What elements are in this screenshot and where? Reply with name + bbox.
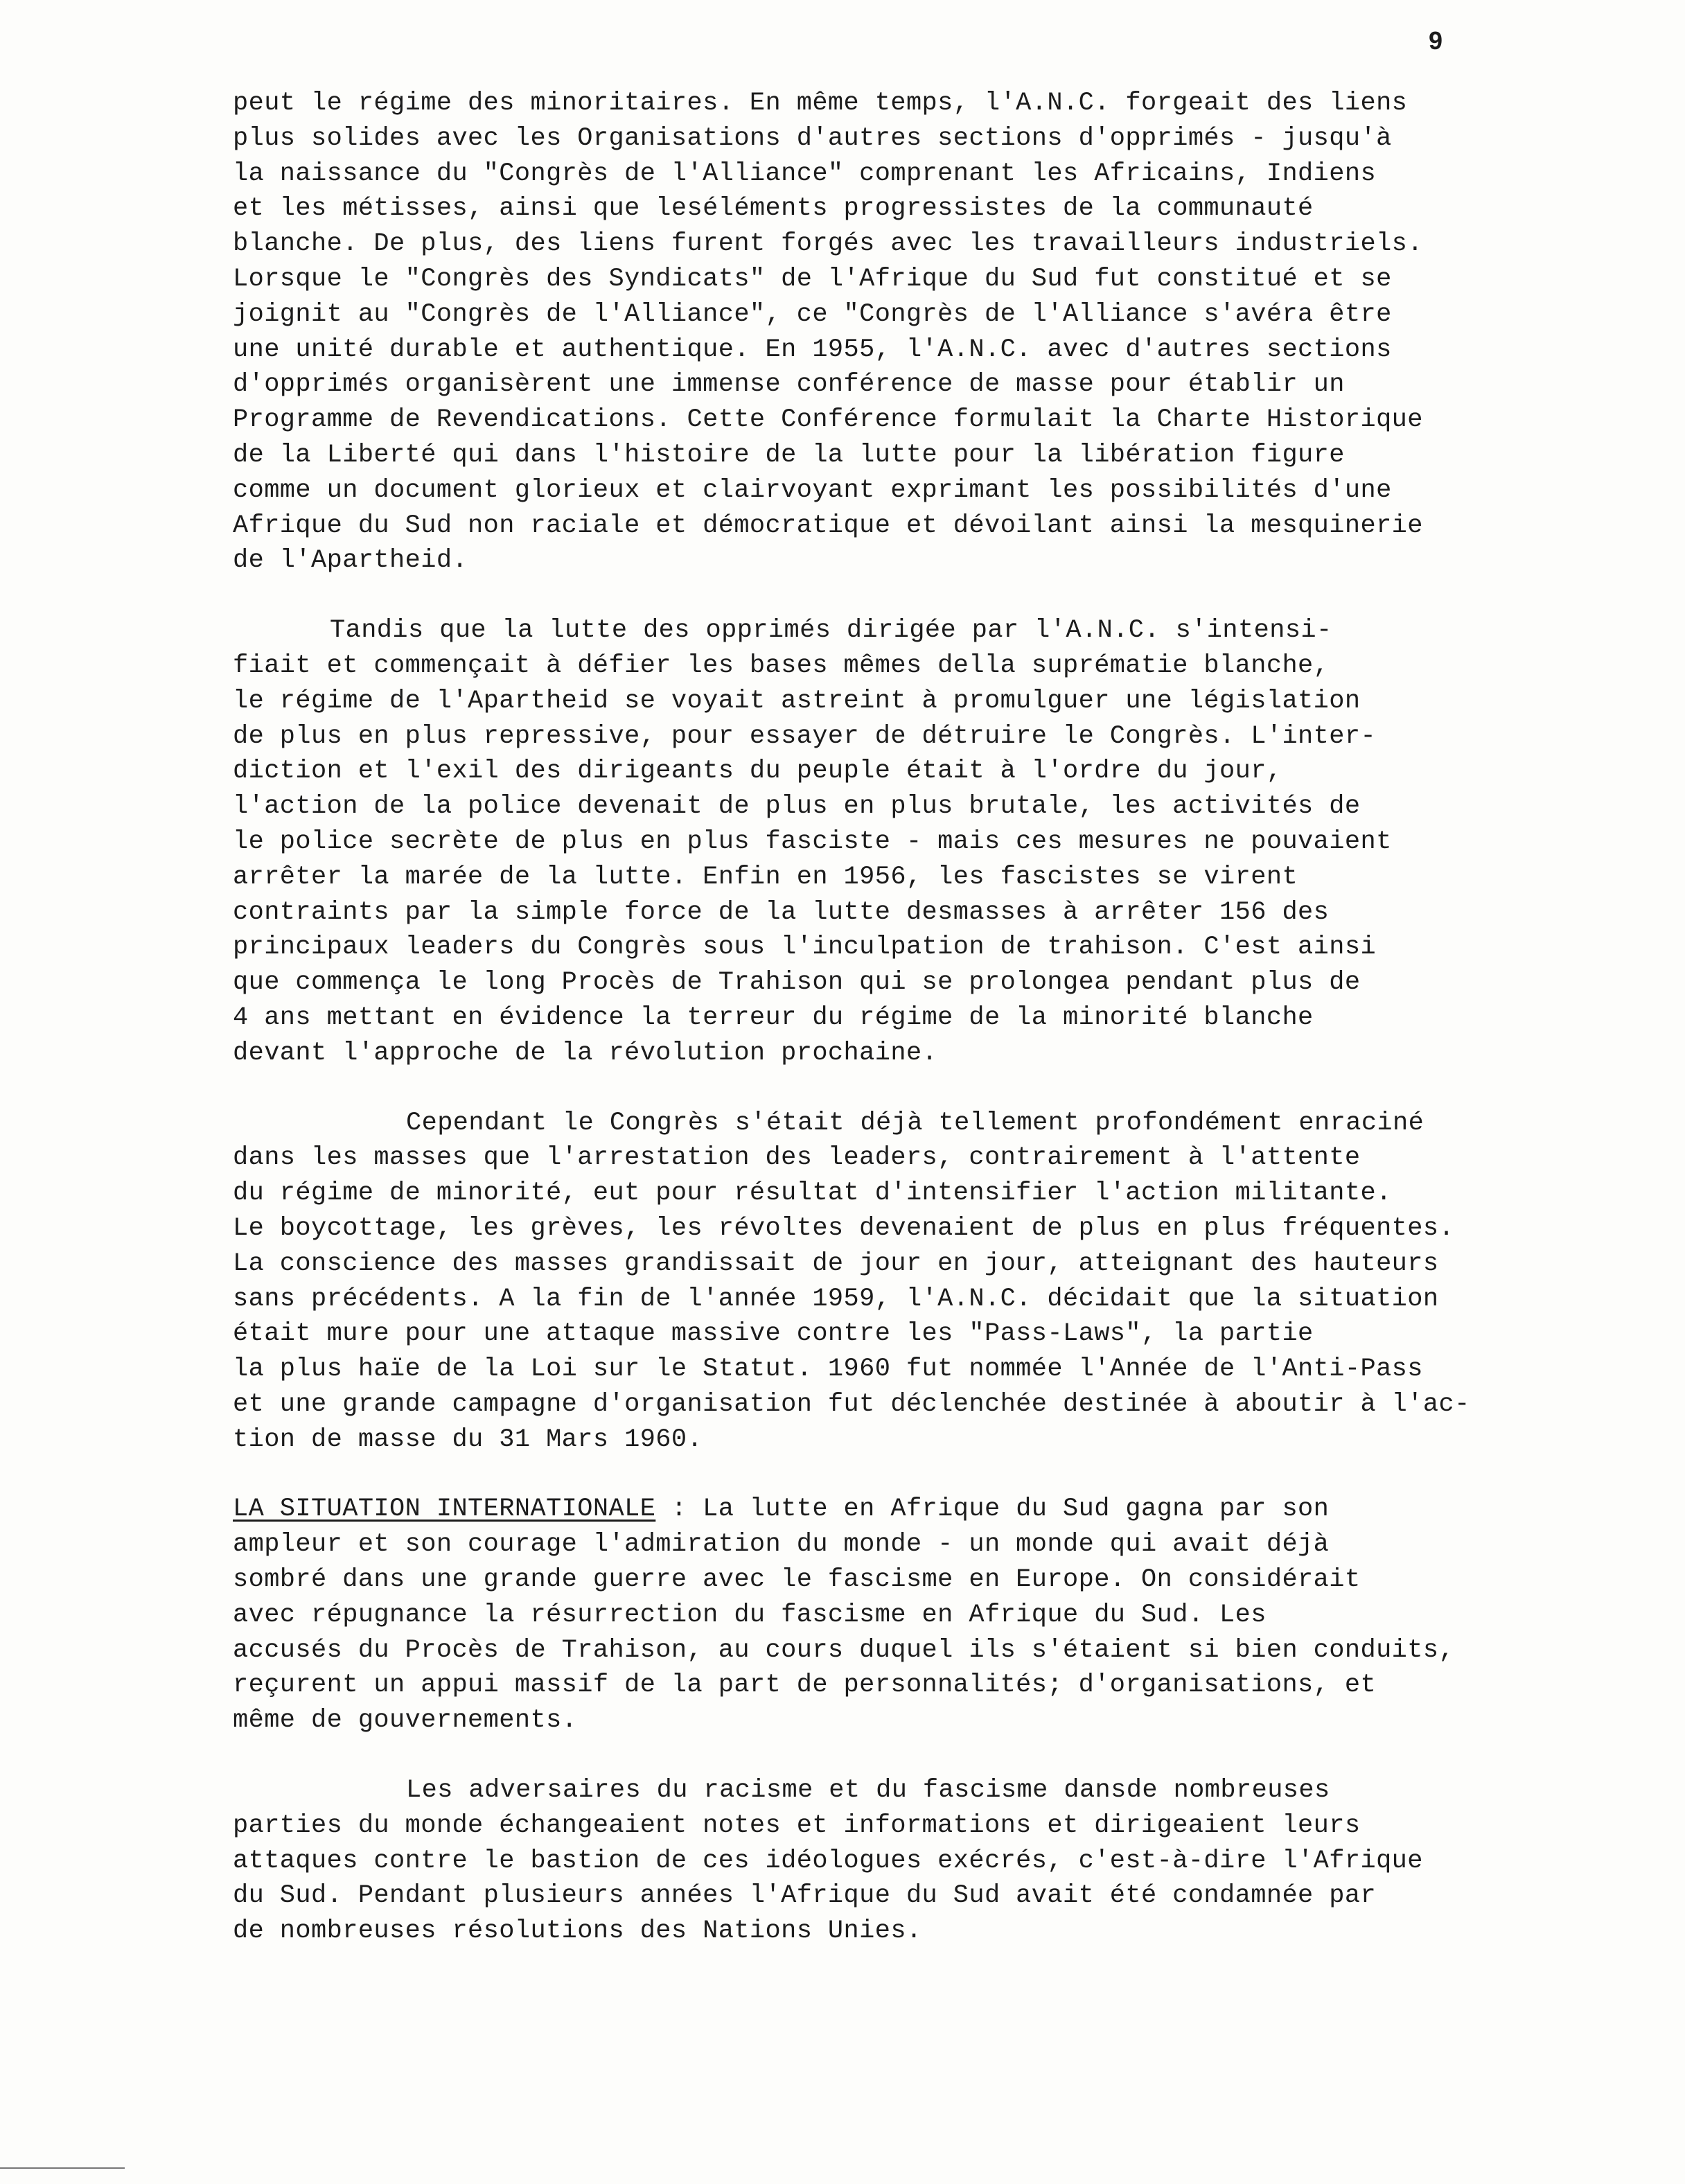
paragraph-anc-alliances <box>233 86 1618 579</box>
footer-rule <box>0 2167 125 2169</box>
text-line: : La lutte en Afrique du Sud gagna par son <box>655 1495 1330 1524</box>
text-line: une unité durable et authentique. En 1955, l'A.N.C. avec d'autres sections <box>233 335 1392 364</box>
text-line: même de gouvernements. <box>233 1706 578 1736</box>
text-line: l'action de la police devenait de plus en plus brutale, les activités de <box>233 792 1361 822</box>
text-line: et une grande campagne d'organisation fut déclenchée destinée à aboutir à l'ac- <box>233 1389 1470 1419</box>
text-line: de la Liberté qui dans l'histoire de la lutte pour la libération figure <box>233 440 1345 470</box>
text-line: diction et l'exil des dirigeants du peuple était à l'ordre du jour, <box>233 757 1282 786</box>
text-line: fiait et commençait à défier les bases mêmes della suprématie blanche, <box>233 651 1330 680</box>
text-line: Les adversaires du racisme et du fascisme dansde nombreuses <box>406 1776 1330 1806</box>
text-line: Cependant le Congrès s'était déjà tellement profondément enraciné <box>406 1108 1424 1138</box>
text-line: le police secrète de plus en plus fasciste - mais ces mesures ne pouvaient <box>233 827 1392 856</box>
text-line: sans précédents. A la fin de l'année 1959, l'A.N.C. décidait que la situation <box>233 1284 1439 1314</box>
text-line: attaques contre le bastion de ces idéologues exécrés, c'est-à-dire l'Afrique <box>233 1846 1423 1876</box>
paragraph-international <box>233 1492 1618 1738</box>
text-line: du régime de minorité, eut pour résultat d'intensifier l'action militante. <box>233 1179 1392 1208</box>
text-line: peut le régime des minoritaires. En même temps, l'A.N.C. forgeait des liens <box>233 89 1408 118</box>
text-line: de plus en plus repressive, pour essayer de détruire le Congrès. L'inter- <box>233 721 1377 751</box>
text-line: reçurent un appui massif de la part de personnalités; d'organisations, et <box>233 1671 1377 1700</box>
paragraph-repression <box>233 613 1618 1071</box>
text-line: Lorsque le "Congrès des Syndicats" de l'Afrique du Sud fut constitué et se <box>233 264 1392 294</box>
text-line: Le boycottage, les grèves, les révoltes devenaient de plus en plus fréquentes. <box>233 1213 1455 1243</box>
text-line: du Sud. Pendant plusieurs années l'Afrique du Sud avait été condamnée par <box>233 1881 1377 1911</box>
text-line: Tandis que la lutte des opprimés dirigée par l'A.N.C. s'intensi- <box>330 616 1332 646</box>
paragraph-adversaries <box>233 1773 1618 1949</box>
text-line: et les métisses, ainsi que leséléments progressistes de la communauté <box>233 194 1314 224</box>
text-line: Programme de Revendications. Cette Conférence formulait la Charte Historique <box>233 405 1423 435</box>
text-line: sombré dans une grande guerre avec le fascisme en Europe. On considérait <box>233 1565 1361 1595</box>
text-line: principaux leaders du Congrès sous l'inculpation de trahison. C'est ainsi <box>233 933 1377 962</box>
text-line: de nombreuses résolutions des Nations Unies. <box>233 1917 922 1946</box>
text-line: plus solides avec les Organisations d'autres sections d'opprimés - jusqu'à <box>233 123 1392 153</box>
text-line: de l'Apartheid. <box>233 546 468 576</box>
text-line: arrêter la marée de la lutte. Enfin en 1956, les fascistes se virent <box>233 862 1298 892</box>
paragraph-mass-action <box>233 1106 1618 1458</box>
document-body <box>233 86 1618 1949</box>
text-line: accusés du Procès de Trahison, au cours duquel ils s'étaient si bien conduits, <box>233 1635 1455 1665</box>
page-number: 9 <box>1429 26 1443 55</box>
text-line: était mure pour une attaque massive contre les "Pass-Laws", la partie <box>233 1319 1314 1349</box>
text-line: 4 ans mettant en évidence la terreur du régime de la minorité blanche <box>233 1003 1314 1032</box>
text-line: joignit au "Congrès de l'Alliance", ce "Congrès de l'Alliance s'avéra être <box>233 299 1392 329</box>
text-line: La conscience des masses grandissait de jour en jour, atteignant des hauteurs <box>233 1249 1439 1278</box>
text-line: parties du monde échangeaient notes et informations et dirigeaient leurs <box>233 1811 1361 1840</box>
text-line: d'opprimés organisèrent une immense conférence de masse pour établir un <box>233 370 1345 400</box>
text-line: que commença le long Procès de Trahison qui se prolongea pendant plus de <box>233 968 1361 998</box>
text-line: le régime de l'Apartheid se voyait astreint à promulguer une législation <box>233 686 1361 716</box>
text-line: contraints par la simple force de la lutte desmasses à arrêter 156 des <box>233 897 1330 927</box>
text-line: ampleur et son courage l'admiration du monde - un monde qui avait déjà <box>233 1530 1330 1560</box>
text-line: devant l'approche de la révolution prochaine. <box>233 1038 938 1068</box>
text-line: blanche. De plus, des liens furent forgés avec les travailleurs industriels. <box>233 229 1423 259</box>
text-line: avec répugnance la résurrection du fascisme en Afrique du Sud. Les <box>233 1600 1267 1630</box>
text-line: comme un document glorieux et clairvoyant exprimant les possibilités d'une <box>233 475 1392 505</box>
section-heading: LA SITUATION INTERNATIONALE <box>233 1495 656 1524</box>
text-line: Afrique du Sud non raciale et démocratique et dévoilant ainsi la mesquinerie <box>233 511 1423 540</box>
text-line: la naissance du "Congrès de l'Alliance" comprenant les Africains, Indiens <box>233 159 1377 188</box>
text-line: tion de masse du 31 Mars 1960. <box>233 1425 703 1454</box>
text-line: la plus haïe de la Loi sur le Statut. 1960 fut nommée l'Année de l'Anti-Pass <box>233 1355 1423 1384</box>
text-line: dans les masses que l'arrestation des leaders, contrairement à l'attente <box>233 1143 1361 1173</box>
